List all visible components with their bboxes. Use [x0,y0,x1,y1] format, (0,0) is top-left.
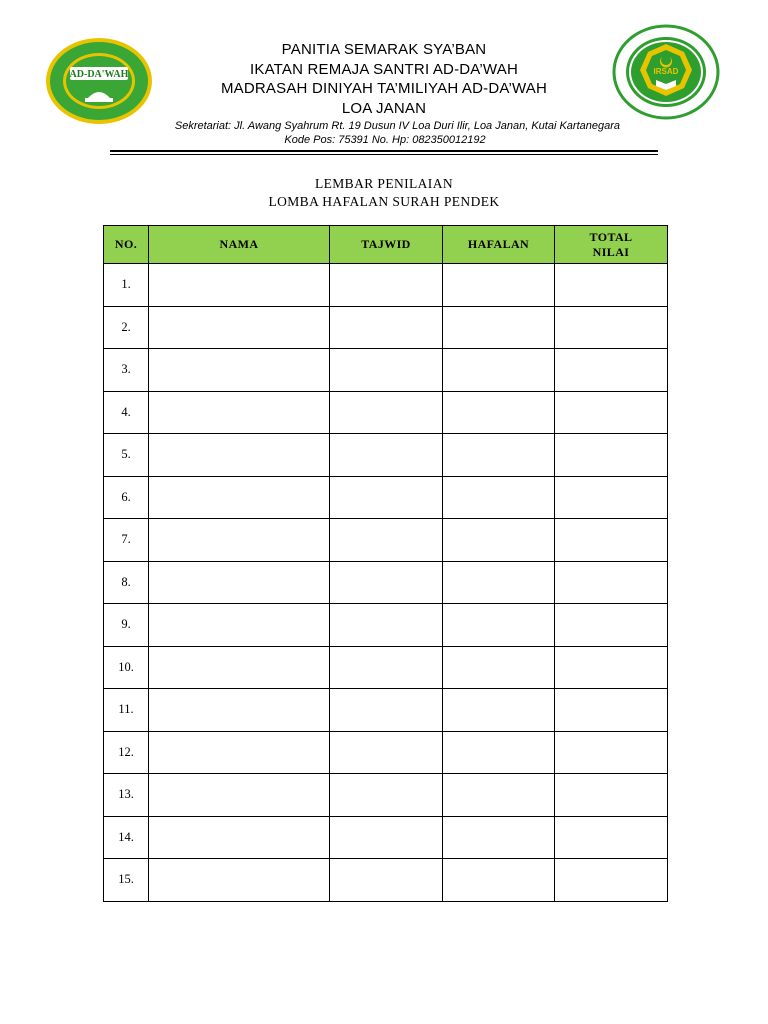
cell-tajwid[interactable] [330,561,443,604]
cell-hafalan[interactable] [443,306,555,349]
cell-total-nilai[interactable] [555,646,668,689]
cell-total-nilai[interactable] [555,434,668,477]
cell-tajwid[interactable] [330,689,443,732]
row-number: 1. [104,264,149,307]
row-number: 15. [104,859,149,902]
cell-tajwid[interactable] [330,774,443,817]
header-hafalan: HAFALAN [443,226,555,264]
table-row [104,264,668,307]
row-number: 10. [104,646,149,689]
cell-total-nilai[interactable] [555,774,668,817]
cell-total-nilai[interactable] [555,349,668,392]
title-line-1: LEMBAR PENILAIAN [314,176,454,191]
table-header-row [104,226,668,264]
organization-name: IKATAN REMAJA SANTRI AD-DA’WAH [250,60,518,78]
cell-tajwid[interactable] [330,816,443,859]
header-no: NO. [104,226,149,264]
cell-nama[interactable] [149,306,330,349]
cell-hafalan[interactable] [443,816,555,859]
cell-nama[interactable] [149,604,330,647]
madrasah-logo [44,36,154,126]
table-row [104,434,668,477]
committee-name: PANITIA SEMARAK SYA’BAN [281,41,487,58]
cell-tajwid[interactable] [330,859,443,902]
cell-total-nilai[interactable] [555,264,668,307]
row-number: 4. [104,391,149,434]
letterhead [150,40,618,118]
school-name: MADRASAH DINIYAH TA’MILIYAH AD-DA’WAH [220,80,548,97]
row-number: 6. [104,476,149,519]
logo-right-name: IRSAD [653,67,679,76]
header-total-line1: TOTAL [589,229,633,244]
cell-total-nilai[interactable] [555,561,668,604]
table-row [104,561,668,604]
cell-total-nilai[interactable] [555,731,668,774]
cell-hafalan[interactable] [443,604,555,647]
cell-hafalan[interactable] [443,561,555,604]
cell-hafalan[interactable] [443,264,555,307]
cell-total-nilai[interactable] [555,519,668,562]
cell-total-nilai[interactable] [555,476,668,519]
cell-nama[interactable] [149,646,330,689]
document-title [0,175,768,211]
scoring-table [103,225,668,902]
logo-outer-petals [46,38,152,124]
cell-hafalan[interactable] [443,689,555,732]
cell-tajwid[interactable] [330,306,443,349]
table-row [104,391,668,434]
cell-tajwid[interactable] [330,604,443,647]
row-number: 8. [104,561,149,604]
secretariat-address: Sekretariat: Jl. Awang Syahrum Rt. 19 Dusun IV Loa Duri Ilir, Loa Janan, Kutai Kartanegara [174,120,620,132]
cell-tajwid[interactable] [330,731,443,774]
table-row [104,519,668,562]
location-name: LOA JANAN [341,99,427,117]
cell-hafalan[interactable] [443,349,555,392]
header-rule [110,150,658,152]
table-row [104,349,668,392]
cell-tajwid[interactable] [330,349,443,392]
cell-tajwid[interactable] [330,391,443,434]
cell-total-nilai[interactable] [555,391,668,434]
table-body [104,264,668,902]
cell-nama[interactable] [149,391,330,434]
title-line-2: LOMBA HAFALAN SURAH PENDEK [268,194,500,209]
cell-tajwid[interactable] [330,264,443,307]
cell-hafalan[interactable] [443,476,555,519]
cell-hafalan[interactable] [443,859,555,902]
cell-nama[interactable] [149,434,330,477]
address-block [150,119,620,147]
cell-hafalan[interactable] [443,774,555,817]
table-row [104,731,668,774]
cell-nama[interactable] [149,561,330,604]
header-total-line2: NILAI [592,244,630,259]
row-number: 11. [104,689,149,732]
table-row [104,646,668,689]
cell-hafalan[interactable] [443,731,555,774]
cell-nama[interactable] [149,264,330,307]
header-tajwid: TAJWID [330,226,443,264]
cell-nama[interactable] [149,349,330,392]
header-nama: NAMA [149,226,330,264]
cell-nama[interactable] [149,816,330,859]
row-number: 3. [104,349,149,392]
cell-total-nilai[interactable] [555,816,668,859]
row-number: 14. [104,816,149,859]
cell-nama[interactable] [149,774,330,817]
cell-tajwid[interactable] [330,646,443,689]
table-row [104,774,668,817]
cell-tajwid[interactable] [330,476,443,519]
cell-hafalan[interactable] [443,646,555,689]
header-total-nilai [555,226,668,264]
cell-nama[interactable] [149,689,330,732]
table-row [104,859,668,902]
cell-total-nilai[interactable] [555,306,668,349]
row-number: 9. [104,604,149,647]
cell-nama[interactable] [149,519,330,562]
row-number: 5. [104,434,149,477]
cell-nama[interactable] [149,731,330,774]
cell-hafalan[interactable] [443,519,555,562]
irsad-logo [612,24,720,120]
cell-tajwid[interactable] [330,434,443,477]
table-row [104,689,668,732]
cell-total-nilai[interactable] [555,859,668,902]
header-rule-thin [110,154,658,155]
table-row [104,604,668,647]
cell-hafalan[interactable] [443,434,555,477]
cell-tajwid[interactable] [330,519,443,562]
table-row [104,816,668,859]
cell-nama[interactable] [149,476,330,519]
row-number: 2. [104,306,149,349]
cell-hafalan[interactable] [443,391,555,434]
postal-phone: Kode Pos: 75391 No. Hp: 082350012192 [284,134,486,146]
cell-nama[interactable] [149,859,330,902]
row-number: 12. [104,731,149,774]
row-number: 13. [104,774,149,817]
logo-left-name: AD-DA'WAH [69,69,129,80]
cell-total-nilai[interactable] [555,604,668,647]
table-row [104,476,668,519]
row-number: 7. [104,519,149,562]
table-row [104,306,668,349]
cell-total-nilai[interactable] [555,689,668,732]
